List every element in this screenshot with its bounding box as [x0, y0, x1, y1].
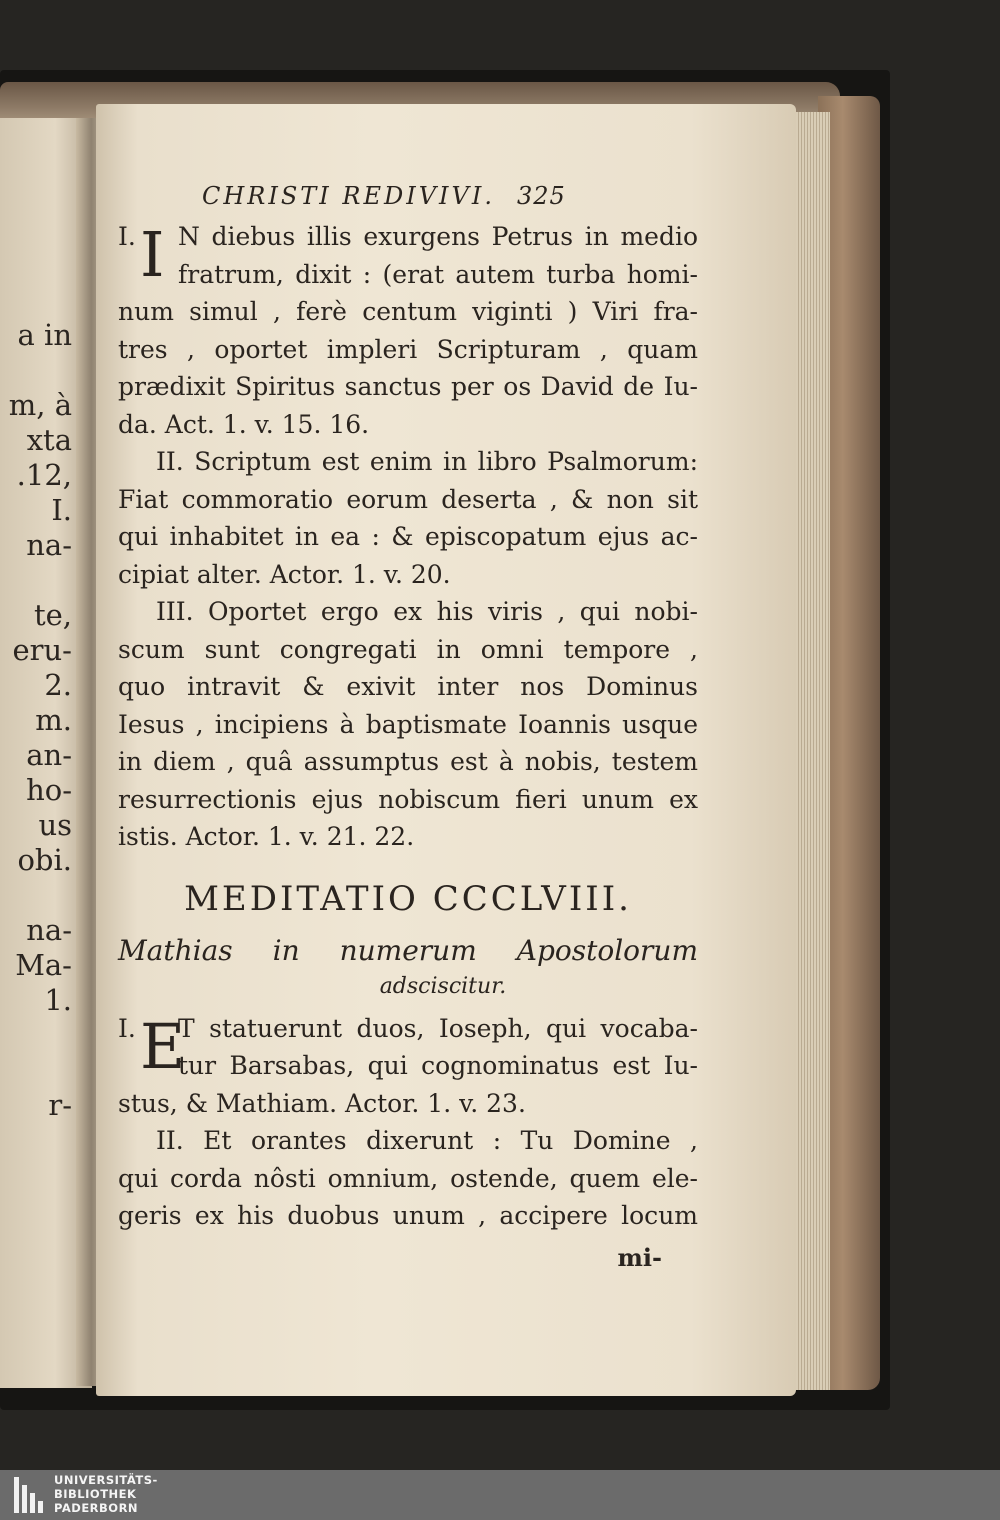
text-line: tres , oportet impleri Scripturam , quam [118, 334, 698, 364]
left-fragment: r- [48, 1088, 72, 1122]
left-fragment [0, 353, 72, 388]
library-logo-icon [14, 1477, 44, 1513]
left-fragment: .12, [16, 458, 72, 492]
left-page-text [0, 318, 72, 1123]
text-line: Iesus , incipiens à baptismate Ioannis usque [118, 709, 698, 739]
text-line: III. Oportet ergo ex his viris , qui nobi- [156, 597, 698, 626]
running-head-title: CHRISTI REDIVIVI. [202, 182, 495, 210]
running-head [202, 178, 698, 218]
library-name-line: PADERBORN [54, 1501, 139, 1515]
page-edges [790, 112, 830, 1390]
text-line: N diebus illis exurgens Petrus in medio [178, 222, 698, 251]
left-fragment: 2. [44, 668, 72, 702]
paragraph-2 [118, 443, 698, 593]
library-footer [0, 1470, 1000, 1520]
section-subtitle-continued: adsciscitur. [379, 973, 507, 999]
text-line: geris ex his duobus unum , accipere locum [118, 1201, 698, 1230]
text-line: tur Barsabas, qui cognominatus est Iu- [178, 1051, 698, 1080]
drop-cap: E [140, 1009, 186, 1083]
page-text [118, 178, 698, 1272]
text-line: Fiat commoratio eorum deserta , & non sit [118, 484, 698, 514]
text-line: II. Scriptum est enim in libro Psalmorum: [156, 447, 698, 476]
paragraph-4 [118, 1010, 698, 1123]
left-fragment: m, à [8, 388, 72, 422]
text-line: scum sunt congregati in omni tempore , [118, 634, 698, 664]
text-line: istis. Actor. 1. v. 21. 22. [118, 822, 415, 851]
left-fragment [0, 1018, 72, 1053]
left-fragment: te, [33, 598, 72, 632]
text-line: resurrectionis ejus nobiscum fieri unum ex [118, 784, 698, 814]
paragraph-3 [118, 593, 698, 856]
text-line: qui inhabitet in ea : & episcopatum ejus ac- [118, 522, 698, 551]
paragraph-label: I. [118, 222, 136, 251]
paragraph-1 [118, 218, 698, 443]
page-number: 325 [516, 182, 566, 210]
text-line: II. Et orantes dixerunt : Tu Domine , [156, 1126, 698, 1155]
left-fragment: Ma- [15, 948, 72, 982]
text-line: in diem , quâ assumptus est à nobis, testem [118, 747, 698, 776]
library-name-line: BIBLIOTHEK [54, 1487, 137, 1501]
library-name-line: UNIVERSITÄTS- [54, 1473, 158, 1487]
text-line: prædixit Spiritus sanctus per os David de Iu- [118, 372, 698, 401]
left-fragment [0, 1053, 72, 1088]
drop-cap: I [140, 218, 165, 291]
library-name [54, 1473, 158, 1515]
left-fragment [0, 878, 72, 913]
left-fragment: obi. [17, 843, 72, 877]
left-fragment: us [38, 808, 72, 842]
left-fragment: xta [26, 423, 72, 457]
paragraph-5 [118, 1122, 698, 1235]
left-fragment: na- [26, 913, 72, 947]
text-line: num simul , ferè centum viginti ) Viri fra- [118, 297, 698, 326]
left-fragment [0, 563, 72, 598]
section-subtitle: Mathias in numerum Apostolorum [118, 933, 698, 967]
text-line: T statuerunt duos, Ioseph, qui vocaba- [178, 1013, 698, 1043]
left-fragment: m. [35, 703, 72, 737]
left-fragment: eru- [12, 633, 72, 667]
catchword: mi- [617, 1242, 662, 1272]
text-line: cipiat alter. Actor. 1. v. 20. [118, 559, 451, 589]
left-fragment: an- [26, 738, 72, 772]
left-fragment: na- [26, 528, 72, 562]
text-line: quo intravit & exivit inter nos Dominus [118, 672, 698, 701]
left-fragment: a in [17, 318, 72, 352]
text-line: qui corda nôsti omnium, ostende, quem ele- [118, 1163, 698, 1193]
section-heading: MEDITATIO CCCLVIII. [184, 878, 632, 919]
text-line: stus, & Mathiam. Actor. 1. v. 23. [118, 1088, 526, 1118]
left-fragment: ho- [26, 773, 72, 807]
left-fragment: 1. [44, 983, 72, 1017]
paragraph-label: I. [118, 1013, 136, 1043]
text-line: fratrum, dixit : (erat autem turba homi- [178, 259, 698, 289]
text-line: da. Act. 1. v. 15. 16. [118, 409, 370, 439]
left-fragment: I. [51, 493, 72, 527]
